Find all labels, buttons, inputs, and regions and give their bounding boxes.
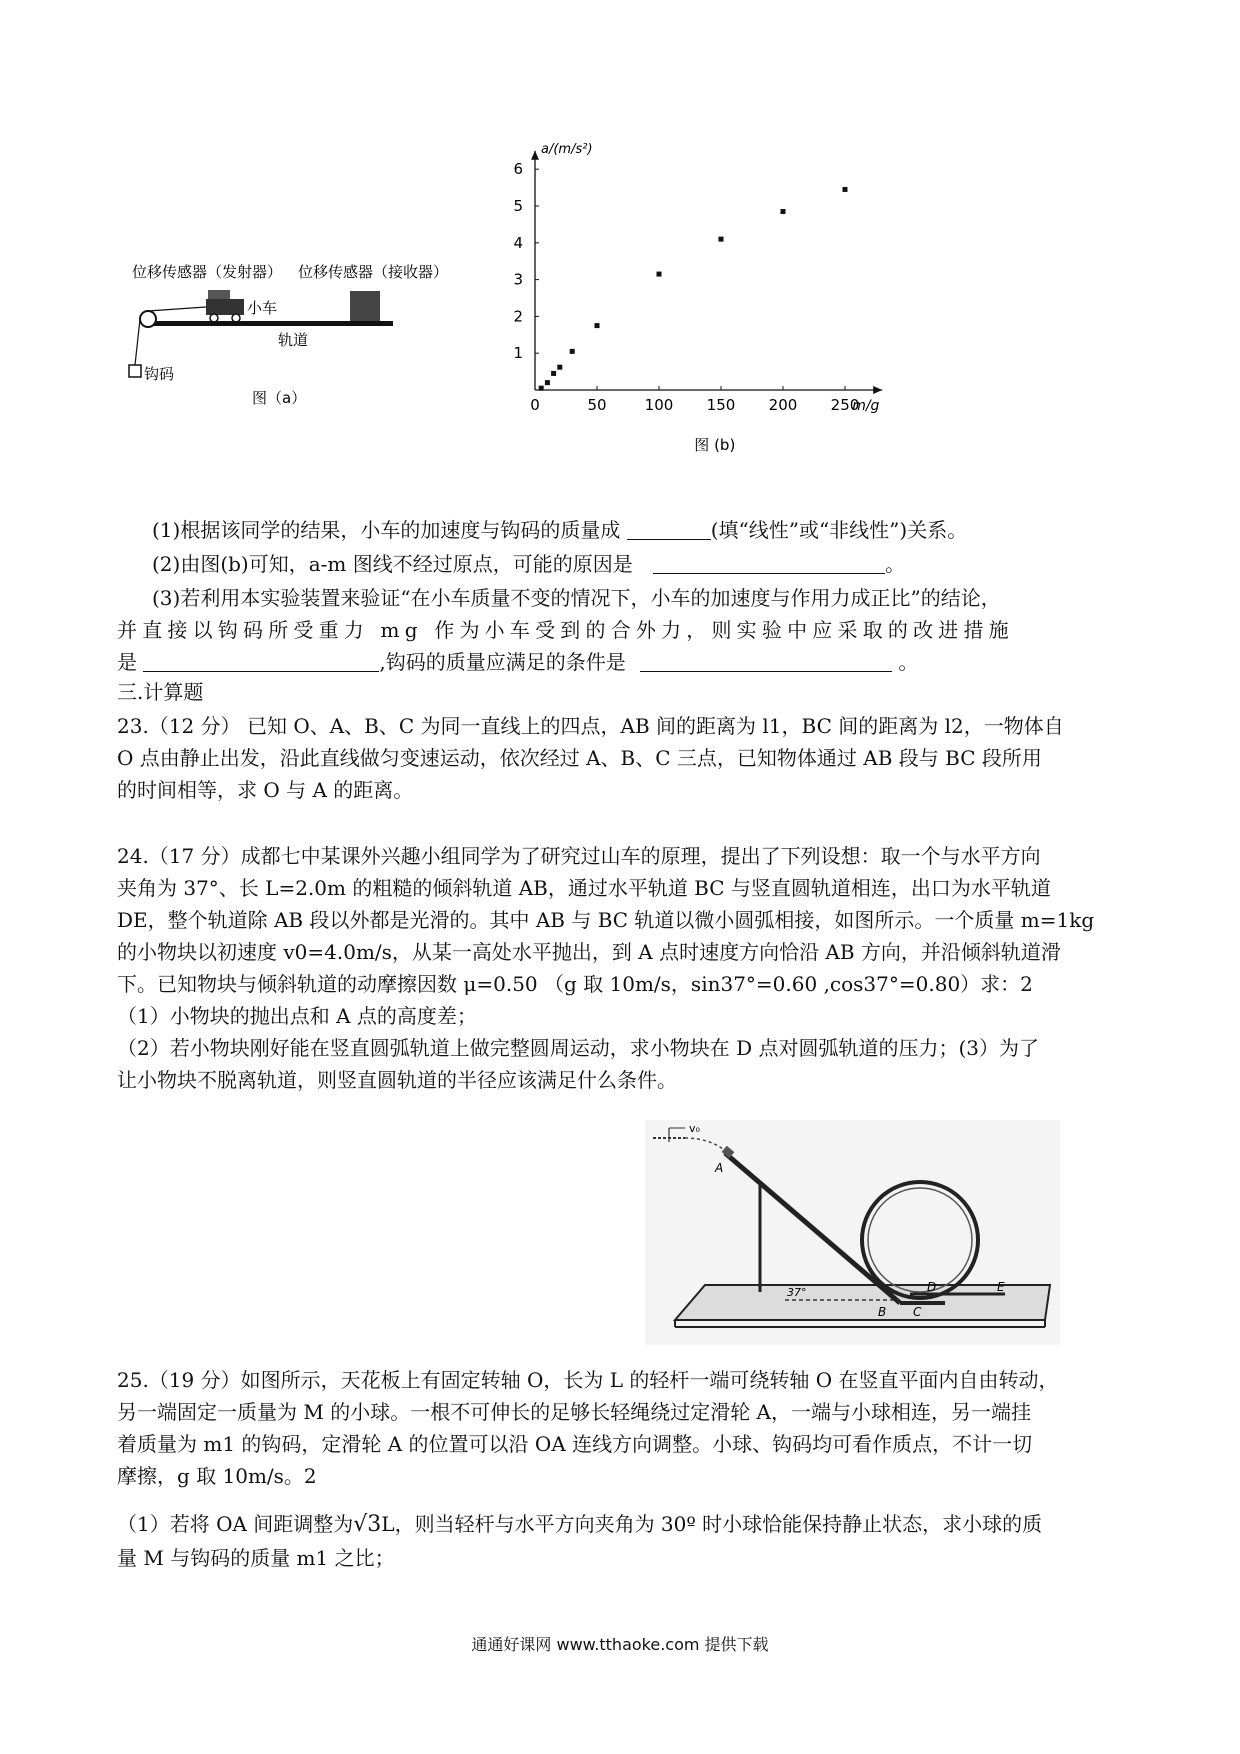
q25-line2: 另一端固定一质量为 M 的小球。一根不可伸长的足够长轻绳绕过定滑轮 A，一端与小球相连，另一端挂 bbox=[117, 1400, 1031, 1424]
q25-line4: 摩擦，g 取 10m/s。2 bbox=[117, 1464, 317, 1488]
data-point bbox=[545, 380, 550, 385]
receiver-sensor bbox=[350, 291, 380, 321]
track bbox=[148, 321, 393, 326]
data-point bbox=[719, 237, 724, 242]
figure-a-caption: 图（a） bbox=[252, 389, 307, 407]
answer-blank-q1[interactable] bbox=[627, 517, 711, 540]
v0-label: v₀ bbox=[689, 1122, 700, 1135]
data-point bbox=[570, 349, 575, 354]
q23-line3: 的时间相等，求 O 与 A 的距离。 bbox=[117, 778, 414, 802]
label-A: A bbox=[715, 1161, 724, 1175]
q24-line3: DE，整个轨道除 AB 段以外都是光滑的。其中 AB 与 BC 轨道以微小圆弧相接，如图所示。一个质量 m=1kg bbox=[117, 908, 1095, 932]
q23-line1: 23.（12 分） 已知 O、A、B、C 为同一直线上的四点，AB 间的距离为 l1，BC 间的距离为 l2，一物体自 bbox=[117, 714, 1064, 738]
figure-24-loop-track bbox=[645, 1120, 1060, 1345]
q25-line6: 量 M 与钩码的质量 m1 之比； bbox=[117, 1546, 395, 1570]
answer-blank-q3b[interactable] bbox=[640, 649, 892, 672]
y-axis-arrow bbox=[531, 151, 539, 160]
q25-line1: 25.（19 分）如图所示，天花板上有固定转轴 O，长为 L 的轻杆一端可绕转轴 O 在竖直平面内自由转动， bbox=[117, 1368, 1059, 1392]
label-D: D bbox=[927, 1280, 937, 1294]
label-C: C bbox=[913, 1305, 922, 1319]
receiver-label: 位移传感器（接收器） bbox=[298, 263, 449, 281]
label-B: B bbox=[878, 1305, 887, 1319]
x-tick-label: 250 bbox=[830, 396, 860, 414]
y-axis-label: a/(m/s²) bbox=[541, 141, 593, 157]
car-label: 小车 bbox=[247, 299, 278, 317]
y-tick-label: 3 bbox=[513, 270, 523, 289]
q22-part3-line3: 是 ,钩码的质量应满足的条件是 。 bbox=[117, 650, 919, 674]
cart-wheel bbox=[232, 314, 240, 322]
cart bbox=[206, 299, 244, 315]
q22-part3-line1: (3)若利用本实验装置来验证“在小车质量不变的情况下，小车的加速度与作用力成正比”的结论， bbox=[152, 586, 1001, 610]
q24-line6: （1）小物块的抛出点和 A 点的高度差； bbox=[117, 1004, 477, 1028]
label-E: E bbox=[997, 1280, 1005, 1294]
q23-line2: O 点由静止出发，沿此直线做匀变速运动，依次经过 A、B、C 三点，已知物体通过 AB 段与 BC 段所用 bbox=[117, 746, 1042, 770]
q24-line8: 让小物块不脱离轨道，则竖直圆轨道的半径应该满足什么条件。 bbox=[117, 1068, 677, 1092]
y-tick-label: 4 bbox=[513, 233, 523, 252]
data-point bbox=[595, 323, 600, 328]
x-tick-label: 0 bbox=[530, 396, 540, 414]
figure-a-apparatus bbox=[130, 255, 460, 405]
cart-wheel bbox=[210, 314, 218, 322]
track-label: 轨道 bbox=[278, 331, 309, 349]
y-tick-label: 2 bbox=[513, 307, 523, 326]
x-tick-label: 50 bbox=[587, 396, 607, 414]
answer-blank-q3a[interactable] bbox=[143, 649, 379, 672]
q22-part3-line2: 并直接以钩码所受重力 mg 作为小车受到的合外力，则实验中应采取的改进措施 bbox=[117, 618, 1014, 642]
data-point bbox=[781, 209, 786, 214]
q24-line2: 夹角为 37°、长 L=2.0m 的粗糙的倾斜轨道 AB，通过水平轨道 BC 与竖直圆轨道相连，出口为水平轨道 bbox=[117, 876, 1051, 900]
data-point bbox=[539, 386, 544, 391]
emitter-sensor bbox=[208, 290, 230, 300]
x-axis-arrow bbox=[873, 386, 882, 394]
section-heading: 三.计算题 bbox=[117, 680, 204, 704]
x-tick-label: 200 bbox=[768, 396, 798, 414]
y-tick-label: 5 bbox=[513, 197, 523, 215]
q22-part1: (1)根据该同学的结果，小车的加速度与钩码的质量成 (填“线性”或“非线性”)关系。 bbox=[152, 518, 968, 542]
q24-line7: （2）若小物块刚好能在竖直圆弧轨道上做完整圆周运动，求小物块在 D 点对圆弧轨道的压力；(3）为了 bbox=[117, 1036, 1040, 1060]
y-tick-label: 1 bbox=[513, 344, 523, 363]
pulley bbox=[140, 311, 156, 327]
base-board bbox=[675, 1285, 1050, 1320]
q25-line3: 着质量为 m1 的钩码，定滑轮 A 的位置可以沿 OA 连线方向调整。小球、钩码均可看作质点，不计一切 bbox=[117, 1432, 1033, 1456]
q24-line4: 的小物块以初速度 v0=4.0m/s，从某一高处水平抛出，到 A 点时速度方向恰沿 AB 方向，并沿倾斜轨道滑 bbox=[117, 940, 1061, 964]
q24-line1: 24.（17 分）成都七中某课外兴趣小组同学为了研究过山车的原理，提出了下列设想：取一个与水平方向 bbox=[117, 844, 1041, 868]
q24-line5: 下。已知物块与倾斜轨道的动摩擦因数 μ=0.50 （g 取 10m/s，sin37°=0.60 ,cos37°=0.80）求：2 bbox=[117, 972, 1033, 996]
answer-blank-q2[interactable] bbox=[653, 551, 885, 574]
page-footer: 通通好课网 www.tthaoke.com 提供下载 bbox=[471, 1635, 769, 1654]
figure-b-caption: 图 (b) bbox=[694, 436, 736, 454]
x-tick-label: 150 bbox=[706, 396, 736, 414]
q25-line5: （1）若将 OA 间距调整为√3L，则当轻杆与水平方向夹角为 30º 时小球恰能保持静止状态，求小球的质 bbox=[117, 1512, 1043, 1537]
y-tick-label: 6 bbox=[513, 160, 523, 179]
sqrt3: √3 bbox=[353, 1512, 382, 1537]
data-point bbox=[557, 365, 562, 370]
x-tick-label: 100 bbox=[644, 396, 674, 414]
weight-label: 钩码 bbox=[144, 365, 175, 383]
hanging-weight bbox=[129, 365, 141, 377]
q22-part2: (2)由图(b)可知，a-m 图线不经过原点，可能的原因是 。 bbox=[152, 552, 906, 576]
label-angle: 37° bbox=[787, 1286, 807, 1299]
data-point bbox=[551, 371, 556, 376]
data-point bbox=[843, 187, 848, 192]
emitter-label: 位移传感器（发射器） bbox=[132, 263, 283, 281]
x-axis-label: m/g bbox=[852, 398, 880, 414]
figure-b-scatter-chart bbox=[505, 141, 965, 500]
data-point bbox=[657, 272, 662, 277]
